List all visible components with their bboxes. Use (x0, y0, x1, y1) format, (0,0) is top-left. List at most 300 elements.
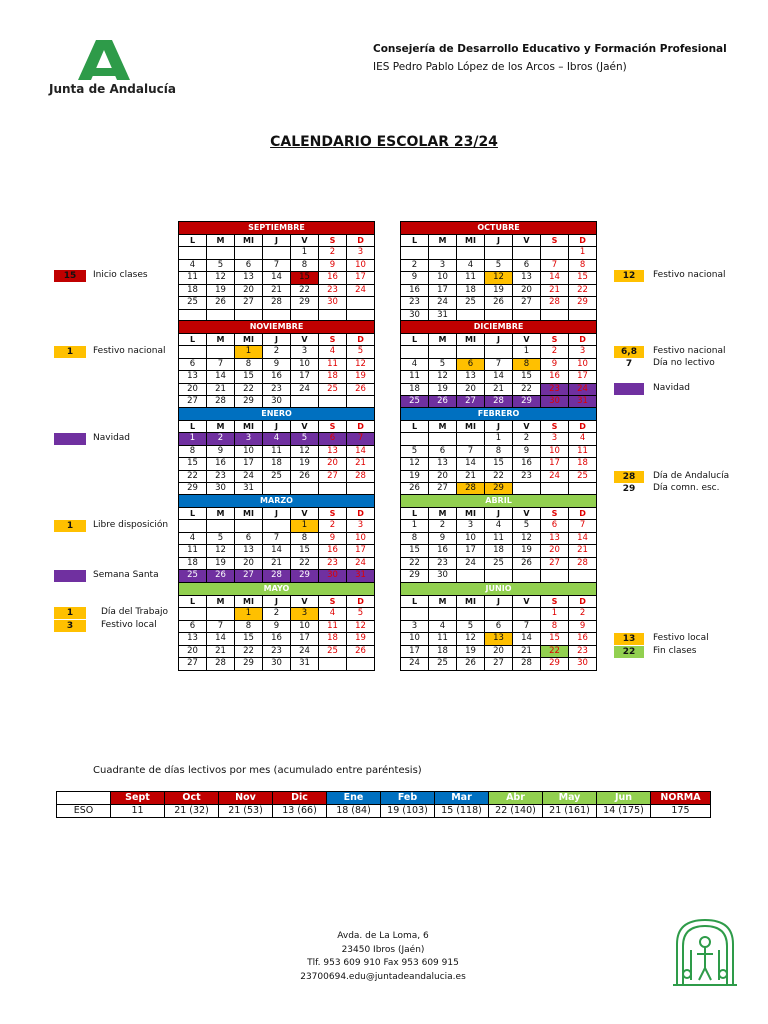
day-cell: 5 (291, 433, 319, 446)
logo-text: Junta de Andalucía (49, 82, 176, 96)
day-cell: 6 (235, 532, 263, 545)
day-cell: 25 (263, 470, 291, 483)
day-cell: 15 (235, 371, 263, 384)
day-cell: 29 (513, 396, 541, 409)
day-cell: 22 (513, 383, 541, 396)
day-cell: 23 (569, 645, 597, 658)
week-row (179, 358, 375, 371)
legend-badge: 29 (614, 483, 644, 495)
day-cell: 8 (291, 532, 319, 545)
week-row (179, 520, 375, 533)
legend-label: Día no lectivo (653, 358, 715, 368)
day-cell: 7 (513, 620, 541, 633)
day-cell: 23 (513, 470, 541, 483)
day-cell: 4 (319, 346, 347, 359)
weekday-header: L (401, 595, 429, 608)
day-cell: 12 (485, 272, 513, 285)
weekday-header: V (291, 507, 319, 520)
month-table-febrero (400, 407, 597, 496)
month-name: ABRIL (401, 495, 597, 508)
quadrant-header: NORMA (651, 792, 711, 805)
day-cell: 6 (541, 520, 569, 533)
weekday-header: J (485, 595, 513, 608)
day-cell: 8 (541, 620, 569, 633)
day-cell: 13 (429, 458, 457, 471)
day-cell: 15 (541, 633, 569, 646)
day-cell: 23 (263, 645, 291, 658)
day-cell: 22 (291, 557, 319, 570)
quadrant-header: Oct (165, 792, 219, 805)
weekday-header: MI (235, 595, 263, 608)
quadrant-header: May (543, 792, 597, 805)
day-cell: 30 (541, 396, 569, 409)
weekday-header: L (401, 420, 429, 433)
day-cell: 9 (401, 272, 429, 285)
day-cell: 20 (457, 383, 485, 396)
legend-label: Festivo nacional (653, 270, 726, 280)
footer-street: Avda. de La Loma, 6 (337, 931, 429, 941)
month-table-mayo (178, 582, 375, 671)
weekday-header: V (513, 507, 541, 520)
day-cell: 22 (291, 284, 319, 297)
day-cell: 28 (207, 658, 235, 671)
day-cell: 1 (569, 247, 597, 260)
day-cell (485, 608, 513, 621)
day-cell: 14 (569, 532, 597, 545)
day-cell: 6 (485, 620, 513, 633)
day-cell: 3 (569, 346, 597, 359)
weekday-header: V (513, 595, 541, 608)
weekday-header: M (429, 420, 457, 433)
day-cell: 14 (207, 371, 235, 384)
day-cell: 24 (569, 383, 597, 396)
day-cell: 2 (319, 247, 347, 260)
page-title: CALENDARIO ESCOLAR 23/24 (270, 134, 498, 150)
day-cell: 18 (485, 545, 513, 558)
day-cell: 9 (319, 532, 347, 545)
quadrant-table (56, 791, 711, 818)
day-cell: 22 (569, 284, 597, 297)
day-cell: 12 (457, 633, 485, 646)
day-cell: 27 (235, 297, 263, 310)
legend-label: Día de Andalucía (653, 471, 730, 481)
day-cell: 7 (263, 532, 291, 545)
day-cell (429, 346, 457, 359)
day-cell: 17 (401, 645, 429, 658)
month-name: SEPTIEMBRE (179, 222, 375, 235)
day-cell: 27 (429, 483, 457, 496)
day-cell: 14 (541, 272, 569, 285)
day-cell: 1 (291, 247, 319, 260)
day-cell: 23 (401, 297, 429, 310)
day-cell (569, 570, 597, 583)
day-cell: 5 (401, 445, 429, 458)
week-row (179, 620, 375, 633)
legend-badge: 28 (614, 471, 644, 483)
day-cell (457, 433, 485, 446)
day-cell: 24 (541, 470, 569, 483)
week-row (401, 247, 597, 260)
weekday-header: MI (235, 333, 263, 346)
day-cell: 17 (347, 545, 375, 558)
day-cell: 10 (347, 532, 375, 545)
week-row (401, 620, 597, 633)
day-cell: 27 (235, 570, 263, 583)
day-cell: 8 (235, 620, 263, 633)
day-cell: 21 (263, 284, 291, 297)
day-cell: 8 (485, 445, 513, 458)
day-cell: 4 (457, 259, 485, 272)
day-cell: 7 (207, 358, 235, 371)
weekday-header: D (569, 234, 597, 247)
day-cell: 16 (207, 458, 235, 471)
day-cell: 28 (513, 658, 541, 671)
week-row (179, 284, 375, 297)
weekday-header: L (179, 333, 207, 346)
day-cell: 27 (485, 658, 513, 671)
week-row (401, 346, 597, 359)
day-cell: 7 (347, 433, 375, 446)
day-cell: 4 (485, 520, 513, 533)
day-cell: 14 (513, 633, 541, 646)
day-cell: 29 (401, 570, 429, 583)
day-cell: 24 (347, 284, 375, 297)
legend-badge: 1 (54, 607, 86, 619)
day-cell: 21 (485, 383, 513, 396)
month-name: NOVIEMBRE (179, 321, 375, 334)
day-cell: 26 (347, 383, 375, 396)
week-row (179, 608, 375, 621)
day-cell: 17 (347, 272, 375, 285)
quadrant-cell: 14 (175) (597, 805, 651, 818)
day-cell (179, 247, 207, 260)
weekday-header: V (291, 595, 319, 608)
weekday-header: D (569, 595, 597, 608)
weekday-header: MI (457, 420, 485, 433)
quadrant-header: Ene (327, 792, 381, 805)
day-cell: 27 (541, 557, 569, 570)
week-row (179, 470, 375, 483)
weekday-header: J (263, 595, 291, 608)
day-cell (485, 346, 513, 359)
day-cell: 18 (263, 458, 291, 471)
weekday-header: M (429, 234, 457, 247)
day-cell: 18 (319, 371, 347, 384)
day-cell: 14 (263, 545, 291, 558)
andalucia-seal-icon (669, 914, 741, 990)
quadrant-header: Feb (381, 792, 435, 805)
day-cell: 11 (485, 532, 513, 545)
day-cell: 24 (347, 557, 375, 570)
weekday-header: S (319, 234, 347, 247)
day-cell: 30 (319, 570, 347, 583)
legend-badge: 7 (614, 358, 644, 370)
day-cell: 31 (235, 483, 263, 496)
day-cell: 26 (485, 297, 513, 310)
day-cell: 22 (541, 645, 569, 658)
day-cell: 16 (263, 633, 291, 646)
week-row (179, 645, 375, 658)
day-cell: 16 (541, 371, 569, 384)
weekday-header: J (263, 234, 291, 247)
day-cell: 11 (179, 272, 207, 285)
day-cell: 10 (569, 358, 597, 371)
day-cell: 27 (457, 396, 485, 409)
day-cell: 6 (235, 259, 263, 272)
day-cell: 23 (263, 383, 291, 396)
day-cell: 30 (319, 297, 347, 310)
day-cell: 9 (263, 358, 291, 371)
week-row (401, 520, 597, 533)
day-cell: 14 (457, 458, 485, 471)
day-cell: 9 (541, 358, 569, 371)
day-cell: 28 (263, 297, 291, 310)
day-cell (457, 247, 485, 260)
day-cell: 23 (319, 284, 347, 297)
week-row (179, 545, 375, 558)
week-row (401, 297, 597, 310)
day-cell: 10 (401, 633, 429, 646)
day-cell: 27 (179, 396, 207, 409)
weekday-header: S (541, 234, 569, 247)
day-cell: 12 (429, 371, 457, 384)
day-cell: 19 (207, 557, 235, 570)
weekday-header: D (347, 420, 375, 433)
day-cell: 17 (541, 458, 569, 471)
day-cell: 15 (291, 545, 319, 558)
month-table-noviembre (178, 320, 375, 409)
day-cell: 20 (235, 557, 263, 570)
day-cell: 18 (401, 383, 429, 396)
day-cell (485, 570, 513, 583)
day-cell: 31 (347, 570, 375, 583)
day-cell: 3 (291, 608, 319, 621)
day-cell: 17 (291, 371, 319, 384)
day-cell: 20 (541, 545, 569, 558)
day-cell: 31 (291, 658, 319, 671)
week-row (401, 433, 597, 446)
day-cell: 7 (569, 520, 597, 533)
week-row (179, 445, 375, 458)
week-row (401, 570, 597, 583)
day-cell: 20 (485, 645, 513, 658)
day-cell (207, 247, 235, 260)
weekday-header: J (485, 333, 513, 346)
day-cell: 5 (457, 620, 485, 633)
weekday-header: J (485, 507, 513, 520)
weekday-header: V (513, 333, 541, 346)
weekday-header: D (347, 234, 375, 247)
day-cell: 1 (541, 608, 569, 621)
day-cell: 20 (179, 383, 207, 396)
day-cell: 4 (179, 259, 207, 272)
day-cell: 7 (541, 259, 569, 272)
day-cell: 9 (207, 445, 235, 458)
day-cell (235, 247, 263, 260)
day-cell: 8 (235, 358, 263, 371)
day-cell: 6 (179, 358, 207, 371)
day-cell: 21 (541, 284, 569, 297)
day-cell: 4 (429, 620, 457, 633)
week-row (401, 259, 597, 272)
day-cell (457, 346, 485, 359)
quadrant-header: Jun (597, 792, 651, 805)
day-cell: 3 (235, 433, 263, 446)
day-cell: 25 (457, 297, 485, 310)
day-cell: 18 (179, 557, 207, 570)
day-cell: 25 (569, 470, 597, 483)
week-row (401, 358, 597, 371)
day-cell: 22 (401, 557, 429, 570)
weekday-header: L (401, 333, 429, 346)
quadrant-cell: 18 (84) (327, 805, 381, 818)
day-cell: 21 (513, 645, 541, 658)
quadrant-header: Dic (273, 792, 327, 805)
day-cell: 6 (319, 433, 347, 446)
day-cell: 18 (569, 458, 597, 471)
day-cell: 13 (457, 371, 485, 384)
month-name: OCTUBRE (401, 222, 597, 235)
day-cell: 26 (347, 645, 375, 658)
day-cell: 6 (429, 445, 457, 458)
day-cell: 5 (207, 532, 235, 545)
day-cell (179, 520, 207, 533)
day-cell: 7 (207, 620, 235, 633)
weekday-header: MI (235, 234, 263, 247)
day-cell: 9 (513, 445, 541, 458)
weekday-header: L (401, 234, 429, 247)
day-cell: 24 (235, 470, 263, 483)
day-cell: 11 (263, 445, 291, 458)
day-cell (541, 247, 569, 260)
day-cell: 29 (235, 658, 263, 671)
week-row (401, 645, 597, 658)
day-cell (513, 608, 541, 621)
day-cell: 20 (319, 458, 347, 471)
weekday-header: J (263, 420, 291, 433)
day-cell: 18 (319, 633, 347, 646)
legend-badge: 12 (614, 270, 644, 282)
legend-badge (54, 570, 86, 582)
day-cell: 26 (401, 483, 429, 496)
legend-label: Festivo nacional (93, 346, 166, 356)
day-cell (319, 658, 347, 671)
legend-label: Semana Santa (93, 570, 159, 580)
footer-phone: Tlf. 953 609 910 Fax 953 609 915 (307, 958, 459, 968)
day-cell: 31 (569, 396, 597, 409)
day-cell: 4 (263, 433, 291, 446)
month-name: MAYO (179, 583, 375, 596)
day-cell: 5 (347, 346, 375, 359)
day-cell (263, 520, 291, 533)
day-cell: 3 (347, 247, 375, 260)
day-cell: 29 (541, 658, 569, 671)
day-cell: 1 (235, 346, 263, 359)
month-table-marzo (178, 494, 375, 583)
month-table-diciembre (400, 320, 597, 409)
day-cell: 9 (569, 620, 597, 633)
footer-city: 23450 Ibros (Jaén) (341, 944, 425, 955)
week-row (179, 532, 375, 545)
weekday-header: M (207, 234, 235, 247)
day-cell: 23 (541, 383, 569, 396)
header-department: Consejería de Desarrollo Educativo y Formación Profesional (373, 43, 727, 55)
day-cell: 3 (457, 520, 485, 533)
day-cell: 12 (347, 620, 375, 633)
day-cell: 26 (457, 658, 485, 671)
weekday-header: V (513, 234, 541, 247)
day-cell: 10 (291, 620, 319, 633)
day-cell: 2 (263, 346, 291, 359)
week-row (401, 658, 597, 671)
weekday-header: V (513, 420, 541, 433)
quadrant-header: Nov (219, 792, 273, 805)
day-cell: 8 (401, 532, 429, 545)
day-cell: 3 (401, 620, 429, 633)
day-cell: 15 (291, 272, 319, 285)
day-cell: 24 (291, 645, 319, 658)
day-cell: 25 (429, 658, 457, 671)
day-cell: 19 (429, 383, 457, 396)
day-cell: 26 (207, 570, 235, 583)
weekday-header: J (485, 420, 513, 433)
day-cell: 8 (513, 358, 541, 371)
weekday-header: S (541, 333, 569, 346)
day-cell: 27 (179, 658, 207, 671)
quadrant-cell: 22 (140) (489, 805, 543, 818)
quadrant-cell: 13 (66) (273, 805, 327, 818)
week-row (401, 470, 597, 483)
weekday-header: M (429, 595, 457, 608)
day-cell: 19 (513, 545, 541, 558)
day-cell: 18 (457, 284, 485, 297)
day-cell: 7 (263, 259, 291, 272)
legend-label: Libre disposición (93, 520, 169, 530)
day-cell: 23 (429, 557, 457, 570)
weekday-header: S (319, 595, 347, 608)
day-cell: 14 (263, 272, 291, 285)
month-table-septiembre (178, 221, 375, 322)
day-cell: 12 (291, 445, 319, 458)
legend-badge: 6,8 (614, 346, 644, 358)
day-cell: 20 (179, 645, 207, 658)
weekday-header: J (485, 234, 513, 247)
weekday-header: M (207, 507, 235, 520)
week-row (401, 284, 597, 297)
day-cell: 29 (235, 396, 263, 409)
month-table-junio (400, 582, 597, 671)
legend-badge: 3 (54, 620, 86, 632)
day-cell: 15 (401, 545, 429, 558)
day-cell: 8 (569, 259, 597, 272)
day-cell: 19 (347, 371, 375, 384)
weekday-header: S (319, 420, 347, 433)
month-name: FEBRERO (401, 408, 597, 421)
day-cell: 28 (347, 470, 375, 483)
weekday-header: L (179, 507, 207, 520)
day-cell: 16 (263, 371, 291, 384)
legend-label: Inicio clases (93, 270, 148, 280)
weekday-header: S (319, 333, 347, 346)
day-cell (513, 247, 541, 260)
day-cell: 28 (569, 557, 597, 570)
day-cell: 1 (513, 346, 541, 359)
day-cell: 5 (429, 358, 457, 371)
weekday-header: S (541, 420, 569, 433)
weekday-header: S (319, 507, 347, 520)
quadrant-cell: 175 (651, 805, 711, 818)
day-cell: 26 (291, 470, 319, 483)
